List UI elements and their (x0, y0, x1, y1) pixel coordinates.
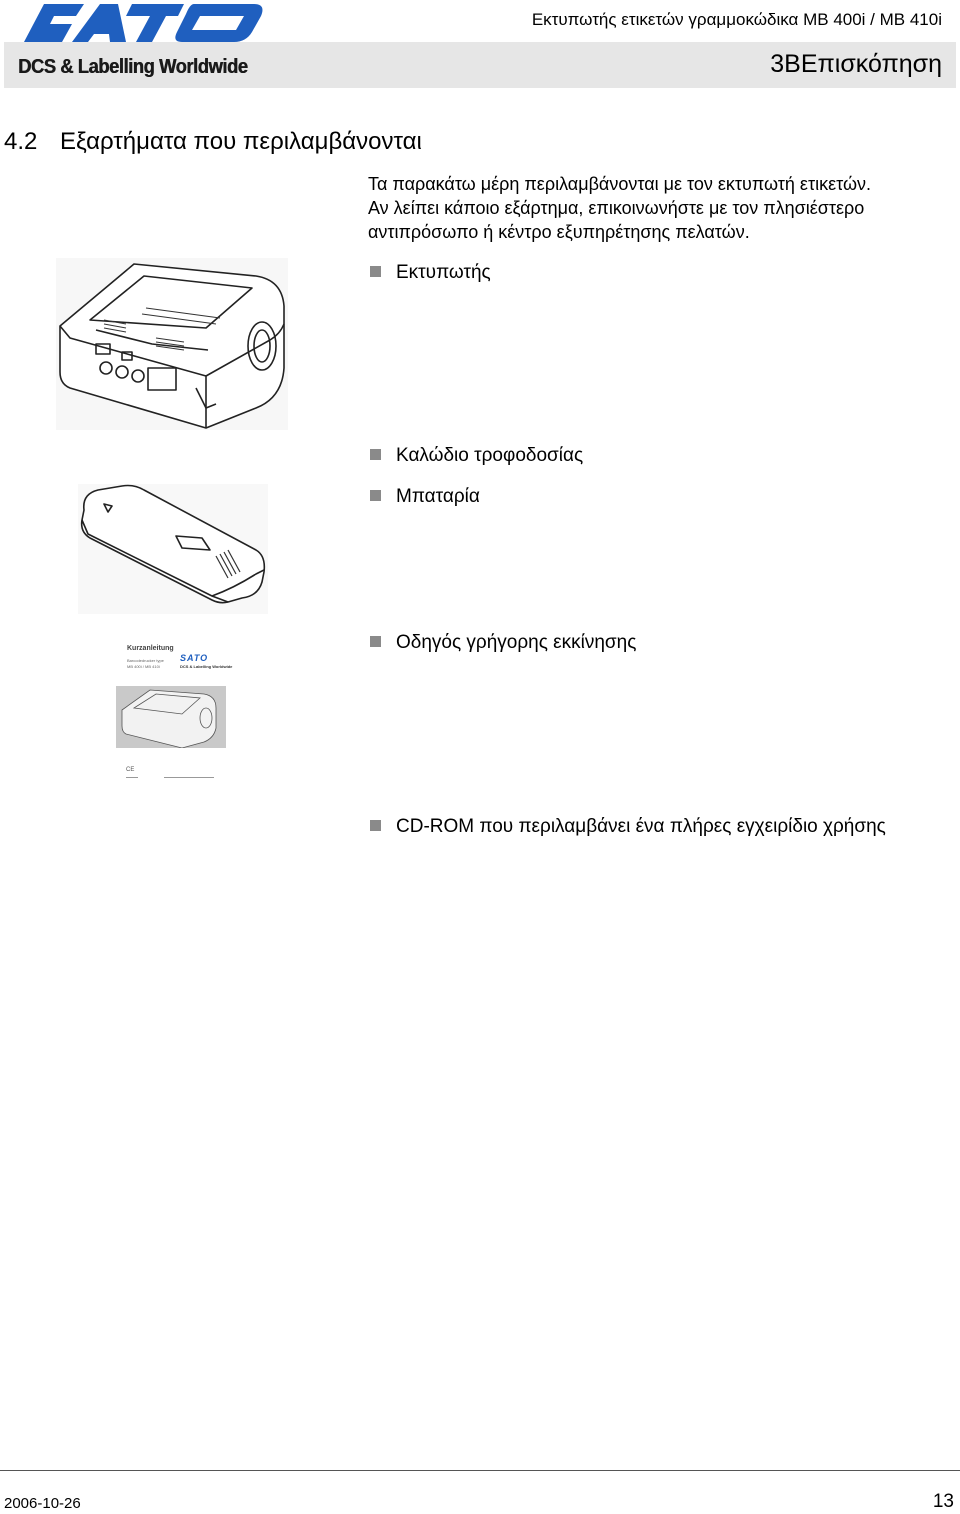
section-number: 4.2 (4, 128, 38, 155)
list-item-label: Μπαταρία (396, 486, 480, 507)
header-band (4, 42, 956, 88)
cover-footer-line (164, 777, 214, 778)
list-item-label: CD-ROM που περιλαμβάνει ένα πλήρες εγχειρίδιο χρήσης (396, 816, 886, 837)
list-item-power-cable (370, 445, 583, 467)
battery-illustration (78, 484, 268, 614)
quick-guide-cover (114, 640, 236, 786)
ce-mark: CE (126, 767, 135, 773)
quick-guide-tagline: DCS & Labelling Worldwide (180, 664, 233, 669)
chapter-title: 3ΒΕπισκόπηση (770, 50, 942, 78)
bullet-square-icon (370, 490, 381, 501)
cover-footer-line (126, 777, 138, 778)
bullet-square-icon (370, 636, 381, 647)
bullet-square-icon (370, 820, 381, 831)
list-item-quick-guide (370, 632, 636, 654)
printer-illustration (56, 258, 288, 430)
list-item-label: Οδηγός γρήγορης εκκίνησης (396, 632, 637, 653)
section-heading (4, 128, 422, 156)
intro-line: αντιπρόσωπο ή κέντρο εξυπηρέτησης πελατών. (368, 222, 750, 242)
intro-paragraph (368, 172, 948, 244)
intro-line: Αν λείπει κάποιο εξάρτημα, επικοινωνήστε με τον πλησιέστερο (368, 198, 865, 218)
quick-guide-subtitle-2: MB 400i / MB 410i (127, 664, 160, 669)
list-item-label: Καλώδιο τροφοδοσίας (396, 445, 584, 466)
list-item-cd-rom (370, 816, 886, 838)
list-item-label: Εκτυπωτής (396, 262, 491, 283)
quick-guide-title: Kurzanleitung (127, 645, 174, 652)
bullet-square-icon (370, 266, 381, 277)
quick-guide-subtitle-1: Barcodedrucker type (127, 658, 164, 663)
list-item-battery (370, 486, 480, 508)
section-title: Εξαρτήματα που περιλαμβάνονται (60, 128, 422, 155)
page-number: 13 (932, 1491, 954, 1512)
footer-divider (0, 1470, 960, 1471)
document-title: Εκτυπωτής ετικετών γραμμοκώδικα MB 400i / MB 410i (531, 10, 942, 29)
tagline: DCS & Labelling Worldwide (18, 56, 248, 78)
footer-date: 2006-10-26 (4, 1495, 81, 1512)
quick-guide-logo: SATO (180, 653, 209, 663)
quick-guide-printer-photo (116, 686, 226, 748)
list-item-printer (370, 262, 491, 284)
intro-line: Τα παρακάτω μέρη περιλαμβάνονται με τον εκτυπωτή ετικετών. (368, 174, 871, 194)
bullet-square-icon (370, 449, 381, 460)
sato-logo (14, 2, 264, 44)
